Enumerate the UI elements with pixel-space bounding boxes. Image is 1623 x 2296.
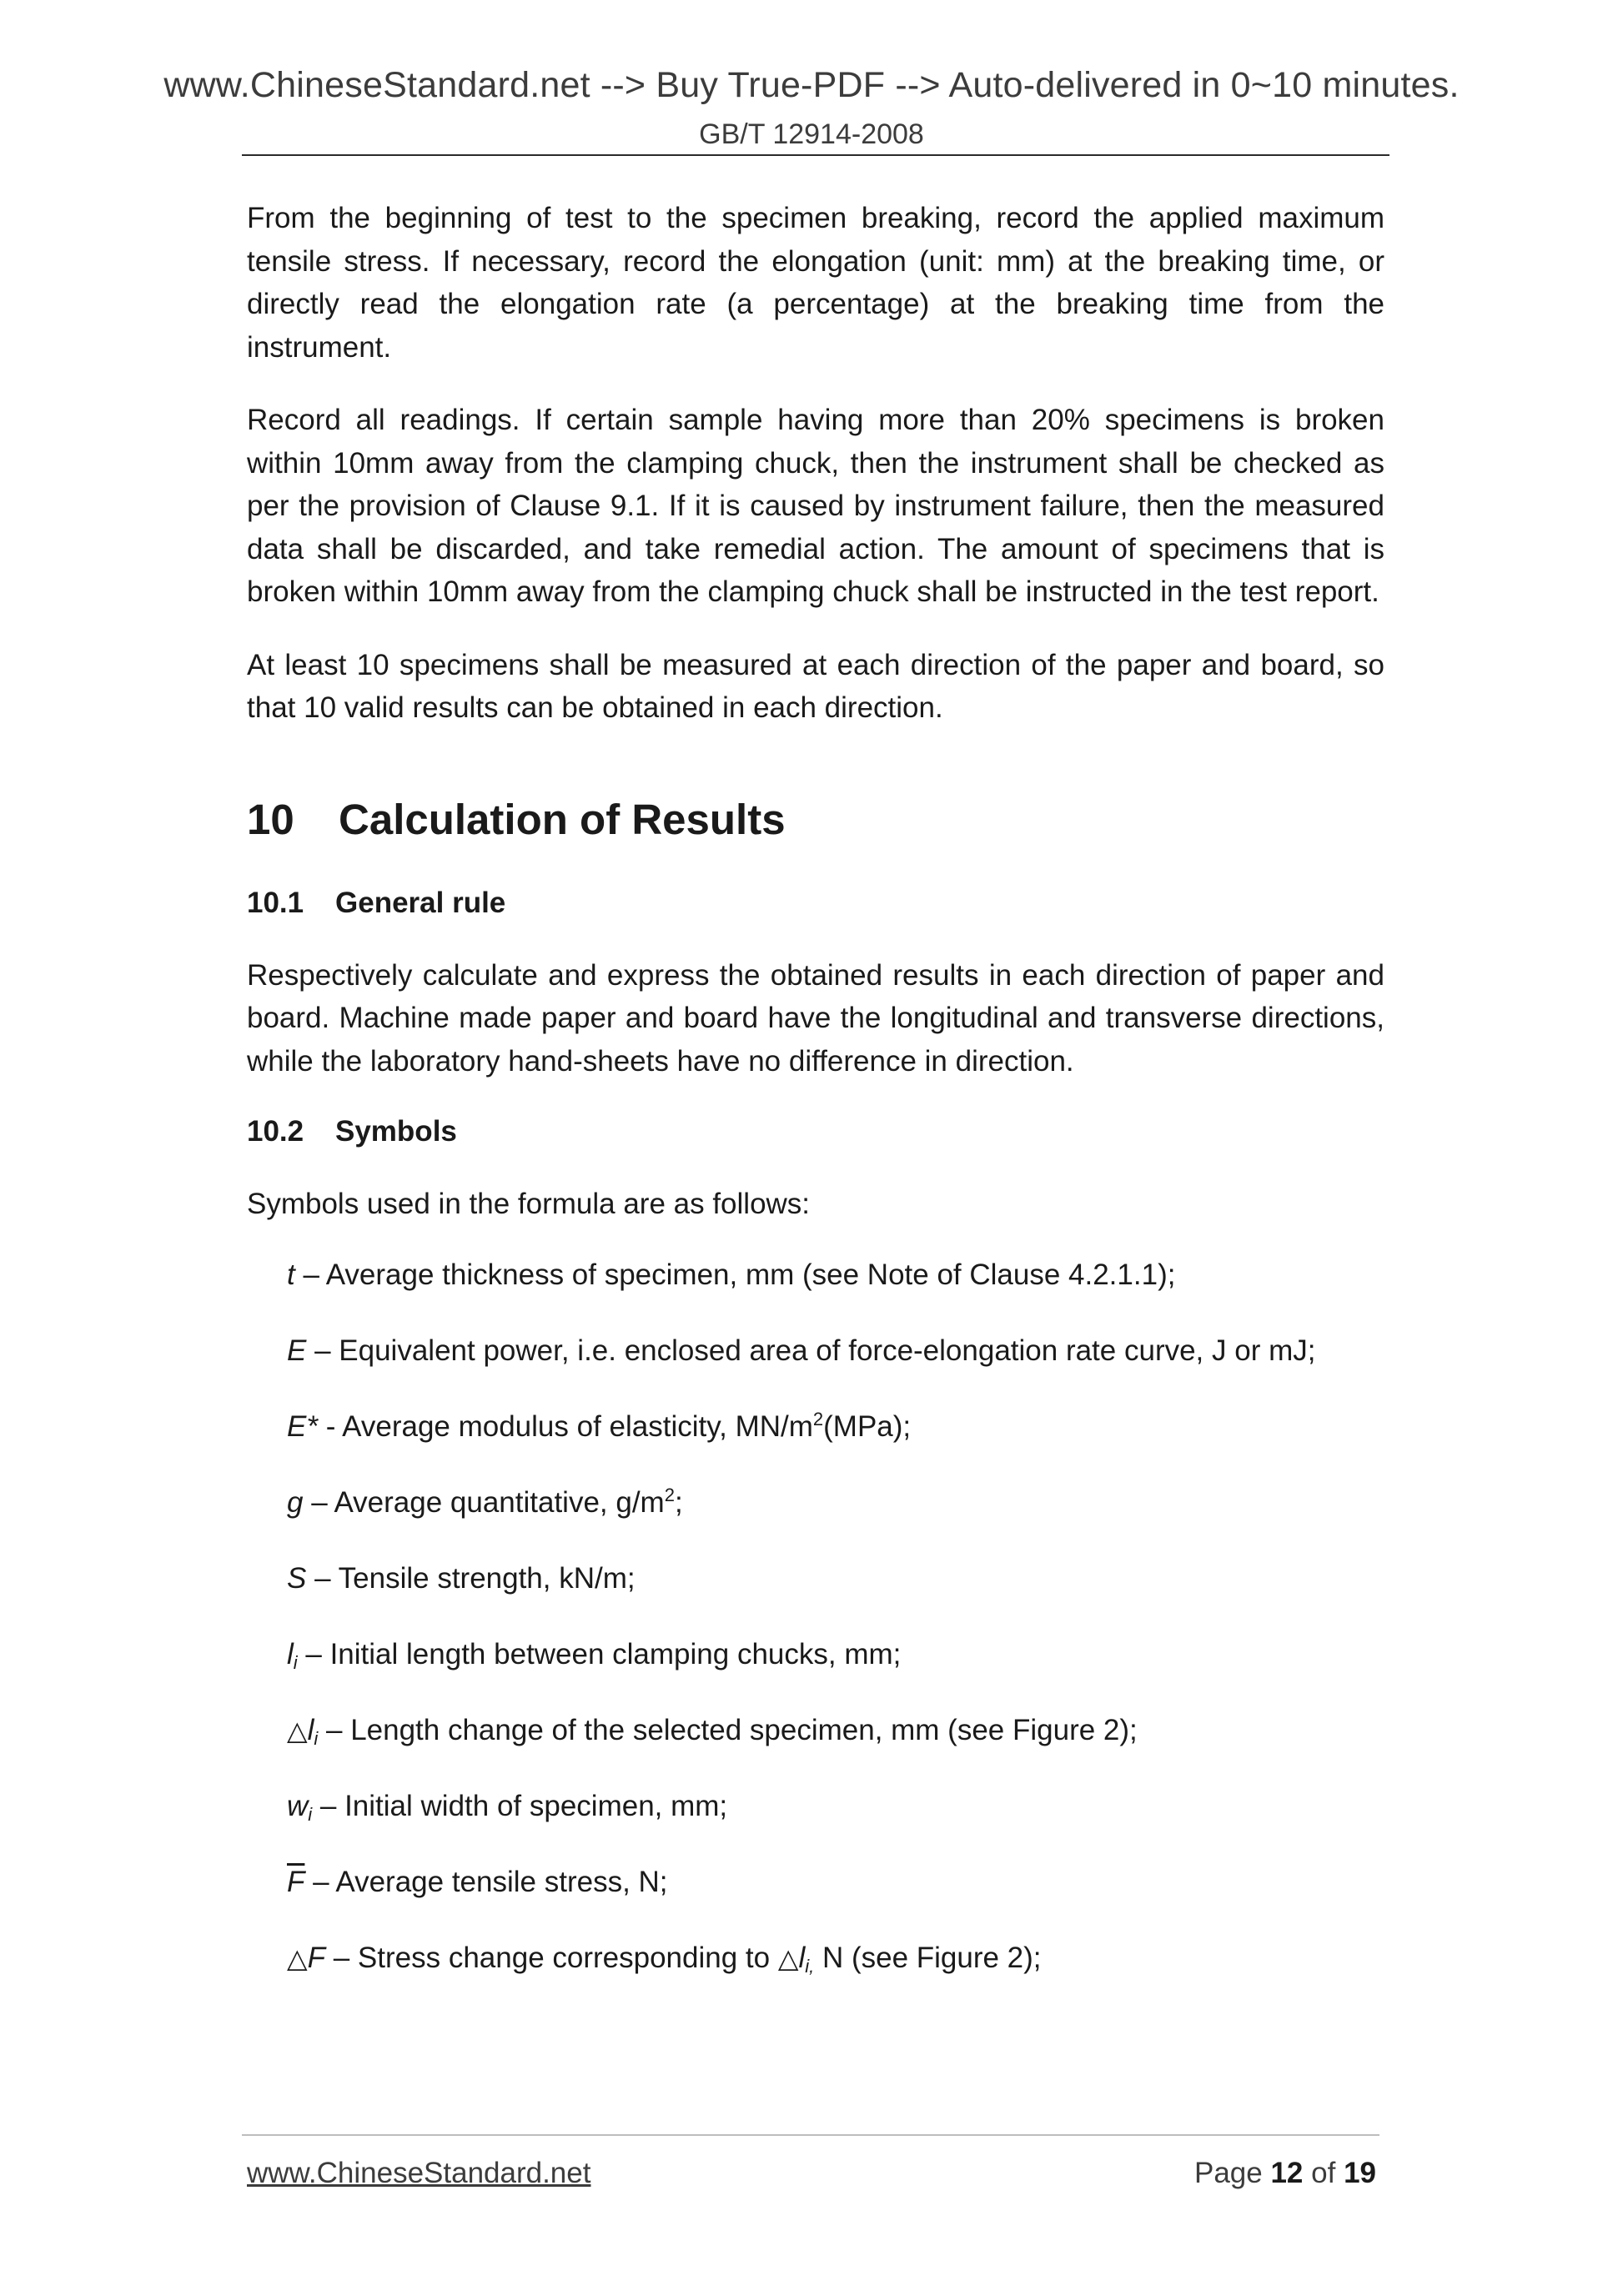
delta-triangle-icon: △: [287, 1714, 308, 1746]
symbol-item-equivalent-power: [287, 1332, 1384, 1370]
symbol-description: – Initial width of specimen, mm;: [312, 1789, 728, 1822]
paragraph-general-rule: Respectively calculate and express the obtained results in each direction of paper and board. Machine made paper and board have the longitudinal and transverse directions, while the laboratory hand-sheets have no difference in direction.: [247, 958, 1384, 1078]
symbol-reference: l: [798, 1941, 806, 1974]
subscript: i: [293, 1651, 298, 1673]
symbol-description-suffix: N (see Figure 2);: [814, 1941, 1042, 1974]
symbol-description: - Average modulus of elasticity, MN/m: [317, 1409, 813, 1443]
symbol-item-length-change: [287, 1711, 1384, 1750]
paragraph-record-stress: From the beginning of test to the specimen breaking, record the applied maximum tensile stress. If necessary, record the elongation (unit: mm) at the breaking time, or directly read the elongation rate (a percentage) at the breaking time from the instrument.: [247, 202, 1384, 364]
page-label: Page: [1193, 2157, 1263, 2189]
footer-site-link[interactable]: www.ChineseStandard.net: [247, 2157, 591, 2189]
subscript: i: [314, 1727, 319, 1749]
symbol: S: [287, 1561, 307, 1595]
symbol-item-tensile-strength: [287, 1560, 1384, 1598]
page-current: 12: [1270, 2157, 1304, 2189]
symbol-item-initial-length: [287, 1635, 1384, 1674]
page-content: [247, 197, 1384, 2015]
symbol-description: – Initial length between clamping chucks, mm;: [297, 1637, 902, 1671]
delta-triangle-icon: △: [777, 1942, 799, 1974]
header-divider: [242, 154, 1389, 156]
symbol-description-suffix: (MPa);: [823, 1409, 912, 1443]
subsection-number: 10.2: [247, 1115, 304, 1148]
subsection-heading-general-rule: [247, 884, 1384, 922]
section-number: 10: [247, 795, 294, 843]
symbol: F: [307, 1941, 325, 1974]
symbol: $\overline{F}$: [287, 1865, 305, 1898]
subsection-heading-symbols: [247, 1113, 1384, 1151]
symbol-description: – Average quantitative, g/m: [303, 1485, 665, 1519]
symbol-item-average-stress: [287, 1863, 1384, 1902]
superscript: 2: [664, 1484, 675, 1505]
header-banner: www.ChineseStandard.net --> Buy True-PDF --> Auto-delivered in 0~10 minutes.: [163, 65, 1460, 105]
page-of-label: of: [1311, 2157, 1336, 2189]
subscript: i: [308, 1803, 313, 1825]
symbol: E*: [287, 1409, 318, 1443]
paragraph-symbols-intro: Symbols used in the formula are as follows:: [247, 1188, 811, 1220]
symbol: E: [287, 1334, 307, 1367]
page-indicator: [1194, 2157, 1376, 2190]
symbol-description: – Average thickness of specimen, mm (see Note of Clause 4.2.1.1);: [294, 1258, 1176, 1291]
delta-triangle-icon: △: [287, 1942, 308, 1974]
symbol: l: [307, 1713, 314, 1746]
footer-divider: [242, 2134, 1379, 2136]
standard-id: GB/T 12914-2008: [699, 118, 924, 150]
section-title: Calculation of Results: [339, 795, 786, 843]
superscript: 2: [812, 1408, 824, 1429]
symbol: w: [287, 1789, 309, 1822]
symbol-description: – Length change of the selected specimen, mm (see Figure 2);: [318, 1713, 1138, 1746]
symbol-description: – Stress change corresponding to: [325, 1941, 778, 1974]
subscript: i,: [805, 1955, 815, 1977]
symbol: l: [287, 1637, 294, 1671]
symbol: g: [287, 1485, 304, 1519]
subsection-number: 10.1: [247, 886, 304, 919]
subsection-title: General rule: [335, 886, 506, 919]
symbol-item-quantitative: [287, 1484, 1384, 1522]
page-total: 19: [1344, 2157, 1376, 2189]
paragraph-record-readings: Record all readings. If certain sample having more than 20% specimens is broken within 10mm away from the clamping chuck, then the instrument shall be checked as per the provision of Clause 9.1. If it is caused by instrument failure, then the measured data shall be discarded, and take remedial action. The amount of specimens that is broken within 10mm away from the clamping chuck shall be instructed in the test report.: [247, 404, 1384, 608]
symbol-item-initial-width: [287, 1787, 1384, 1826]
symbol-description: – Average tensile stress, N;: [304, 1865, 668, 1898]
symbol-description-suffix: ;: [674, 1485, 683, 1519]
section-heading: [247, 794, 1384, 846]
symbol: t: [287, 1258, 295, 1291]
paragraph-specimen-count: At least 10 specimens shall be measured at each direction of the paper and board, so that 10 valid results can be obtained in each direction.: [247, 648, 1384, 724]
symbol-item-modulus: [287, 1408, 1384, 1446]
symbol-item-thickness: [287, 1256, 1384, 1294]
symbol-item-stress-change: [287, 1939, 1384, 1977]
symbol-description: – Tensile strength, kN/m;: [306, 1561, 636, 1595]
subsection-title: Symbols: [335, 1115, 457, 1148]
symbol-description: – Equivalent power, i.e. enclosed area of force-elongation rate curve, J or mJ;: [306, 1334, 1316, 1367]
